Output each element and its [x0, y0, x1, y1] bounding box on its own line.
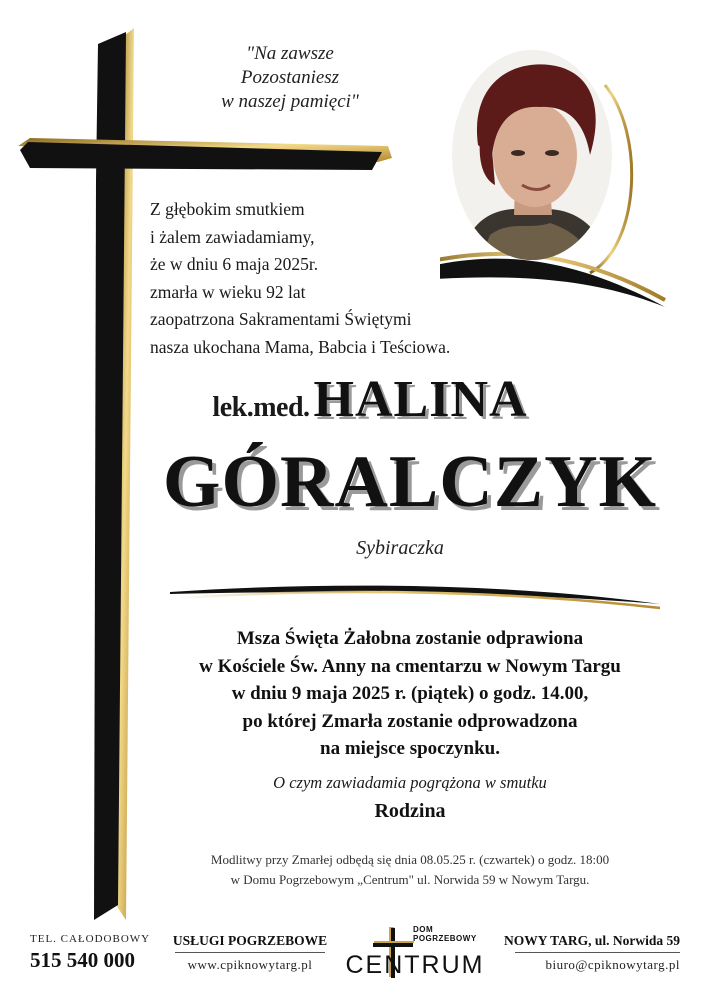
mass-line: w dniu 9 maja 2025 r. (piątek) o godz. 14.00,	[231, 683, 589, 704]
logo-subtitle-line: POGRZEBOWY	[413, 934, 477, 943]
divider-line	[515, 952, 680, 953]
swoosh-divider	[170, 578, 670, 618]
address: NOWY TARG, ul. Norwida 59	[503, 933, 680, 948]
announcement-line: Z głębokim smutkiem	[150, 199, 305, 219]
deceased-name-line	[150, 370, 590, 440]
deceased-title: lek.med.	[212, 392, 310, 423]
mass-line: na miejsce spoczynku.	[320, 738, 500, 759]
prayers-line: Modlitwy przy Zmarłej odbędą się dnia 08.05.25 r. (czwartek) o godz. 18:00	[210, 852, 610, 867]
mass-line: po której Zmarła zostanie odprowadzona	[242, 710, 578, 732]
deceased-subtitle: Sybiraczka	[356, 537, 444, 559]
logo-subtitle	[413, 925, 477, 943]
services-title: USŁUGI POGRZEBOWE	[172, 933, 328, 948]
mass-line: Msza Święta Żałobna zostanie odprawiona	[236, 628, 584, 649]
memorial-quote	[190, 42, 390, 114]
prayers-info	[160, 850, 660, 890]
family-signature: Rodzina	[374, 800, 446, 822]
announcement-line: zaopatrzona Sakramentami Świętymi	[150, 309, 412, 329]
divider-line	[175, 952, 325, 953]
phone-label: TEL. CAŁODOBOWY	[30, 933, 151, 945]
quote-line: Pozostaniesz	[240, 67, 340, 88]
deceased-last-name: GÓRALCZYK	[162, 441, 658, 523]
grieving-announcement: O czym zawiadamia pogrążona w smutku	[273, 773, 547, 792]
announcement-text	[150, 196, 480, 361]
email-link[interactable]: biuro@cpiknowytarg.pl	[545, 957, 680, 972]
funeral-home-logo	[345, 925, 485, 985]
logo-subtitle-line: DOM	[413, 925, 434, 934]
funeral-mass-info	[140, 625, 680, 763]
website-link[interactable]: www.cpiknowytarg.pl	[187, 957, 313, 972]
prayers-line: w Domu Pogrzebowym „Centrum" ul. Norwida 59 w Nowym Targu.	[230, 872, 590, 887]
deceased-first-name: HALINA	[313, 371, 528, 428]
quote-line: "Na zawsze	[246, 43, 334, 64]
logo-text: CENTRUM	[345, 951, 485, 979]
announcement-line: że w dniu 6 maja 2025r.	[150, 254, 319, 274]
mass-line: w Kościele Św. Anny na cmentarzu w Nowym Targu	[199, 655, 621, 677]
phone-number[interactable]: 515 540 000	[30, 948, 135, 972]
quote-line: w naszej pamięci"	[221, 91, 359, 112]
footer	[0, 925, 707, 1000]
announcement-line: nasza ukochana Mama, Babcia i Teściowa.	[150, 336, 451, 357]
announcement-line: zmarła w wieku 92 lat	[150, 281, 306, 302]
announcement-line: i żalem zawiadamiamy,	[150, 226, 315, 247]
